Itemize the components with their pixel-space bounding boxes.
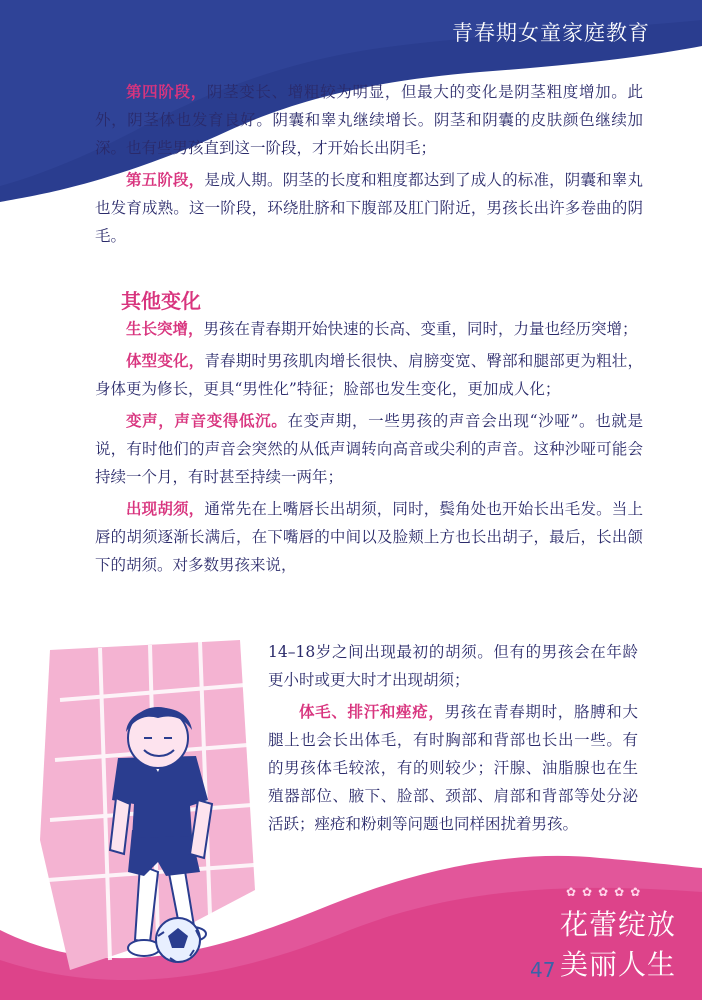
- body-shape-paragraph: [95, 347, 643, 403]
- stage-5-label: 第五阶段，: [126, 170, 205, 189]
- body-hair-label: 体毛、排汗和痤疮，: [299, 702, 445, 721]
- body-shape-text: 青春期时男孩肌肉增长很快、肩膀变宽、臀部和腿部更为粗壮，身体更为修长，更具“男性化”特征；脸部也发生变化，更加成人化；: [95, 352, 643, 398]
- growth-spurt-label: 生长突增，: [126, 319, 204, 338]
- boy-illustration: [40, 640, 280, 980]
- voice-change-text: 在变声期，一些男孩的声音会出现“沙哑”。也就是说，有时他们的声音会突然的从低声调转向高音或尖利的声音。这种沙哑可能会持续一个月，有时甚至持续一两年；: [95, 412, 643, 486]
- facial-hair-paragraph: [95, 495, 643, 579]
- facial-hair-continued: [268, 638, 638, 694]
- voice-change-paragraph: [95, 407, 643, 491]
- stage-4-label: 第四阶段，: [126, 82, 207, 101]
- soccer-ball-icon: [156, 918, 200, 962]
- stage-5-paragraph: [95, 166, 643, 250]
- logo-line-2: 美丽人生: [560, 948, 677, 981]
- stages-section: [95, 78, 643, 254]
- body-hair-paragraph: [268, 698, 638, 838]
- flower-icon: ✿✿✿✿✿: [566, 885, 647, 899]
- facial-hair-label: 出现胡须，: [126, 499, 205, 518]
- side-column: [268, 638, 638, 842]
- growth-spurt-paragraph: [95, 315, 643, 343]
- body-shape-label: 体型变化，: [126, 351, 205, 370]
- stage-4-paragraph: [95, 78, 643, 162]
- facial-hair-text: 通常先在上嘴唇长出胡须，同时，鬓角处也开始长出毛发。当上唇的胡须逐渐长满后，在下嘴唇的中间以及脸颊上方也长出胡子，最后，长出颌下的胡须。对多数男孩来说，: [95, 500, 643, 574]
- voice-change-label: 变声，声音变得低沉。: [126, 411, 288, 430]
- header-title: 青春期女童家庭教育: [452, 21, 650, 45]
- section-heading-other-changes: 其他变化: [121, 289, 201, 313]
- body-hair-text: 男孩在青春期时，胳膊和大腿上也会长出体毛，有时胸部和背部也长出一些。有的男孩体毛较浓，有的则较少；汗腺、油脂腺也在生殖器部位、腋下、脸部、颈部、肩部和背部等处分泌活跃；痤疮和粉刺等问题也同样困扰着男孩。: [268, 703, 638, 833]
- stage-5-text: 是成人期。阴茎的长度和粗度都达到了成人的标准，阴囊和睾丸也发育成熟。这一阶段，环绕肚脐和下腹部及肛门附近，男孩长出许多卷曲的阴毛。: [95, 171, 643, 245]
- page-number: 47: [530, 958, 556, 982]
- growth-spurt-text: 男孩在青春期开始快速的长高、变重，同时，力量也经历突增；: [203, 320, 638, 338]
- facial-hair-continued-text: 14–18岁之间出现最初的胡须。但有的男孩会在年龄更小时或更大时才出现胡须；: [268, 643, 638, 689]
- series-logo: [560, 885, 690, 990]
- other-changes-section: [95, 315, 643, 579]
- logo-line-1: 花蕾绽放: [560, 908, 677, 941]
- stage-4-text: 阴茎变长、增粗较为明显，但最大的变化是阴茎粗度增加。此外，阴茎体也发育良好。阴囊和睾丸继续增长。阴茎和阴囊的皮肤颜色继续加深。也有些男孩直到这一阶段，才开始长出阴毛；: [95, 83, 643, 157]
